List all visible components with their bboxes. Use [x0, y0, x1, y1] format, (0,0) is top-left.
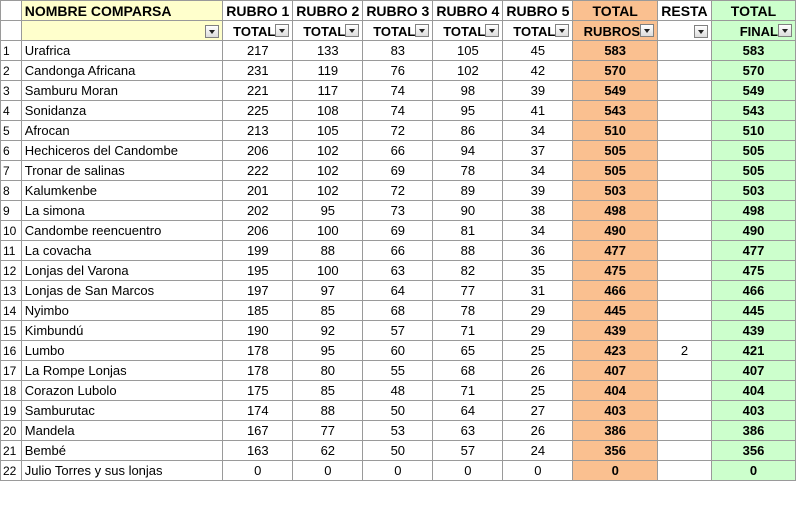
rubro-2-cell[interactable]: 97: [293, 281, 363, 301]
comparsa-name-cell[interactable]: Lonjas de San Marcos: [21, 281, 223, 301]
total-final-cell[interactable]: 505: [711, 161, 795, 181]
rubro-4-cell[interactable]: 88: [433, 241, 503, 261]
rubro-3-cell[interactable]: 64: [363, 281, 433, 301]
row-number: 4: [1, 101, 22, 121]
rubro-4-cell[interactable]: 77: [433, 281, 503, 301]
total-final-cell[interactable]: 498: [711, 201, 795, 221]
resta-cell[interactable]: [658, 41, 712, 61]
resta-cell[interactable]: [658, 401, 712, 421]
subheader-resta[interactable]: [658, 21, 712, 41]
comparsa-name-cell[interactable]: Afrocan: [21, 121, 223, 141]
header-resta[interactable]: RESTA: [658, 1, 712, 21]
rubro-4-cell[interactable]: 57: [433, 441, 503, 461]
comparsa-name-cell[interactable]: Candonga Africana: [21, 61, 223, 81]
total-final-cell[interactable]: 477: [711, 241, 795, 261]
rubro-5-cell[interactable]: 29: [503, 321, 573, 341]
rubro-1-cell[interactable]: 201: [223, 181, 293, 201]
comparsa-name-cell[interactable]: Samburutac: [21, 401, 223, 421]
total-rubros-cell[interactable]: 505: [573, 161, 658, 181]
header-rubro-4[interactable]: RUBRO 4: [433, 1, 503, 21]
filter-dropdown-icon[interactable]: [778, 24, 792, 37]
resta-cell[interactable]: [658, 181, 712, 201]
total-final-cell[interactable]: 466: [711, 281, 795, 301]
table-row: [1, 241, 796, 261]
total-final-cell[interactable]: 445: [711, 301, 795, 321]
rubro-3-cell[interactable]: 74: [363, 101, 433, 121]
table-row: [1, 401, 796, 421]
rubro-5-cell[interactable]: 34: [503, 121, 573, 141]
rubro-4-cell[interactable]: 81: [433, 221, 503, 241]
rubro-2-cell[interactable]: 77: [293, 421, 363, 441]
rubro-5-cell[interactable]: 38: [503, 201, 573, 221]
resta-cell[interactable]: [658, 81, 712, 101]
total-rubros-cell[interactable]: 0: [573, 461, 658, 481]
row-number: 21: [1, 441, 22, 461]
table-row: [1, 421, 796, 441]
comparsa-name-cell[interactable]: Kimbundú: [21, 321, 223, 341]
subheader-total-rubros[interactable]: [573, 21, 658, 41]
rubro-2-cell[interactable]: 100: [293, 261, 363, 281]
resta-cell[interactable]: [658, 201, 712, 221]
rubro-1-cell[interactable]: 213: [223, 121, 293, 141]
resta-cell[interactable]: [658, 261, 712, 281]
total-rubros-cell[interactable]: 543: [573, 101, 658, 121]
total-final-cell[interactable]: 421: [711, 341, 795, 361]
rubro-2-cell[interactable]: 105: [293, 121, 363, 141]
rubro-2-cell[interactable]: 95: [293, 341, 363, 361]
rubro-1-cell[interactable]: 231: [223, 61, 293, 81]
rubro-5-cell[interactable]: 26: [503, 361, 573, 381]
rubro-5-cell[interactable]: 34: [503, 221, 573, 241]
rubro-5-cell[interactable]: 29: [503, 301, 573, 321]
resta-cell[interactable]: [658, 461, 712, 481]
subheader-row: [1, 21, 796, 41]
table-row: [1, 161, 796, 181]
row-number: 18: [1, 381, 22, 401]
filter-dropdown-icon[interactable]: [205, 25, 219, 38]
rubro-2-cell[interactable]: 117: [293, 81, 363, 101]
subheader-rubro-3[interactable]: [363, 21, 433, 41]
rubro-4-cell[interactable]: 90: [433, 201, 503, 221]
rubro-1-cell[interactable]: 206: [223, 221, 293, 241]
resta-cell[interactable]: [658, 441, 712, 461]
header-total-final[interactable]: TOTAL: [711, 1, 795, 21]
subheader-label: TOTAL: [233, 23, 276, 39]
header-nombre-comparsa[interactable]: NOMBRE COMPARSA: [21, 1, 223, 21]
row-number: 15: [1, 321, 22, 341]
rubro-4-cell[interactable]: 105: [433, 41, 503, 61]
rubro-2-cell[interactable]: 102: [293, 181, 363, 201]
rubro-5-cell[interactable]: 35: [503, 261, 573, 281]
table-row: [1, 201, 796, 221]
rubro-2-cell[interactable]: 92: [293, 321, 363, 341]
row-number: 11: [1, 241, 22, 261]
total-rubros-cell[interactable]: 510: [573, 121, 658, 141]
subheader-label: TOTAL: [373, 23, 416, 39]
corner-cell: [1, 1, 22, 21]
rubro-1-cell[interactable]: 174: [223, 401, 293, 421]
rubro-1-cell[interactable]: 190: [223, 321, 293, 341]
row-number: 12: [1, 261, 22, 281]
rubro-1-cell[interactable]: 225: [223, 101, 293, 121]
total-final-cell[interactable]: 439: [711, 321, 795, 341]
rubro-1-cell[interactable]: 202: [223, 201, 293, 221]
rubro-3-cell[interactable]: 72: [363, 181, 433, 201]
comparsa-name-cell[interactable]: Corazon Lubolo: [21, 381, 223, 401]
rubro-3-cell[interactable]: 0: [363, 461, 433, 481]
rubro-1-cell[interactable]: 167: [223, 421, 293, 441]
total-final-cell[interactable]: 543: [711, 101, 795, 121]
comparsa-name-cell[interactable]: La covacha: [21, 241, 223, 261]
rubro-1-cell[interactable]: 217: [223, 41, 293, 61]
rubro-4-cell[interactable]: 86: [433, 121, 503, 141]
row-number: 10: [1, 221, 22, 241]
table-row: [1, 81, 796, 101]
header-rubro-5[interactable]: RUBRO 5: [503, 1, 573, 21]
rubro-3-cell[interactable]: 73: [363, 201, 433, 221]
rubro-3-cell[interactable]: 68: [363, 301, 433, 321]
total-final-cell[interactable]: 403: [711, 401, 795, 421]
rubro-1-cell[interactable]: 222: [223, 161, 293, 181]
rubro-3-cell[interactable]: 72: [363, 121, 433, 141]
table-row: [1, 221, 796, 241]
total-rubros-cell[interactable]: 477: [573, 241, 658, 261]
total-rubros-cell[interactable]: 583: [573, 41, 658, 61]
rubro-4-cell[interactable]: 78: [433, 301, 503, 321]
total-final-cell[interactable]: 0: [711, 461, 795, 481]
rubro-5-cell[interactable]: 39: [503, 181, 573, 201]
table-row: [1, 441, 796, 461]
filter-dropdown-icon[interactable]: [640, 24, 654, 37]
total-rubros-cell[interactable]: 503: [573, 181, 658, 201]
resta-cell[interactable]: [658, 321, 712, 341]
subheader-label: FINAL: [739, 23, 778, 39]
total-rubros-cell[interactable]: 439: [573, 321, 658, 341]
total-final-cell[interactable]: 356: [711, 441, 795, 461]
resta-cell[interactable]: [658, 241, 712, 261]
resta-cell[interactable]: [658, 121, 712, 141]
total-final-cell[interactable]: 407: [711, 361, 795, 381]
total-final-cell[interactable]: 503: [711, 181, 795, 201]
subheader-rubro-1[interactable]: [223, 21, 293, 41]
table-row: [1, 461, 796, 481]
rubro-3-cell[interactable]: 74: [363, 81, 433, 101]
row-number: 13: [1, 281, 22, 301]
rubro-2-cell[interactable]: 102: [293, 161, 363, 181]
comparsa-name-cell[interactable]: Sonidanza: [21, 101, 223, 121]
rubro-1-cell[interactable]: 199: [223, 241, 293, 261]
comparsa-name-cell[interactable]: Bembé: [21, 441, 223, 461]
rubro-4-cell[interactable]: 63: [433, 421, 503, 441]
rubro-2-cell[interactable]: 85: [293, 301, 363, 321]
rubro-4-cell[interactable]: 64: [433, 401, 503, 421]
rubro-5-cell[interactable]: 0: [503, 461, 573, 481]
rubro-5-cell[interactable]: 27: [503, 401, 573, 421]
filter-dropdown-icon[interactable]: [275, 24, 289, 37]
subheader-rubro-2[interactable]: [293, 21, 363, 41]
total-rubros-cell[interactable]: 407: [573, 361, 658, 381]
rubro-5-cell[interactable]: 45: [503, 41, 573, 61]
header-rubro-1[interactable]: RUBRO 1: [223, 1, 293, 21]
table-row: [1, 101, 796, 121]
rubro-3-cell[interactable]: 66: [363, 141, 433, 161]
rubro-3-cell[interactable]: 63: [363, 261, 433, 281]
resta-cell[interactable]: [658, 281, 712, 301]
total-rubros-cell[interactable]: 356: [573, 441, 658, 461]
total-rubros-cell[interactable]: 386: [573, 421, 658, 441]
rubro-4-cell[interactable]: 95: [433, 101, 503, 121]
comparsa-name-cell[interactable]: Urafrica: [21, 41, 223, 61]
rubro-2-cell[interactable]: 100: [293, 221, 363, 241]
comparsa-name-cell[interactable]: Tronar de salinas: [21, 161, 223, 181]
row-number: 14: [1, 301, 22, 321]
resta-cell[interactable]: [658, 381, 712, 401]
resta-cell[interactable]: 2: [658, 341, 712, 361]
total-rubros-cell[interactable]: 423: [573, 341, 658, 361]
rubro-3-cell[interactable]: 57: [363, 321, 433, 341]
rubro-2-cell[interactable]: 88: [293, 401, 363, 421]
rubro-1-cell[interactable]: 0: [223, 461, 293, 481]
row-number: 19: [1, 401, 22, 421]
comparsa-name-cell[interactable]: Candombe reencuentro: [21, 221, 223, 241]
resta-cell[interactable]: [658, 101, 712, 121]
subheader-rubro-5[interactable]: [503, 21, 573, 41]
rubro-5-cell[interactable]: 25: [503, 381, 573, 401]
rubro-4-cell[interactable]: 78: [433, 161, 503, 181]
rubro-1-cell[interactable]: 185: [223, 301, 293, 321]
header-total-rubros[interactable]: TOTAL: [573, 1, 658, 21]
subheader-rubro-4[interactable]: [433, 21, 503, 41]
table-row: [1, 381, 796, 401]
rubro-3-cell[interactable]: 48: [363, 381, 433, 401]
subheader-label: RUBROS: [583, 23, 641, 39]
resta-cell[interactable]: [658, 301, 712, 321]
rubro-1-cell[interactable]: 178: [223, 361, 293, 381]
rubro-5-cell[interactable]: 39: [503, 81, 573, 101]
rubro-1-cell[interactable]: 195: [223, 261, 293, 281]
header-rubro-3[interactable]: RUBRO 3: [363, 1, 433, 21]
rubro-2-cell[interactable]: 102: [293, 141, 363, 161]
rubro-3-cell[interactable]: 83: [363, 41, 433, 61]
table-row: [1, 361, 796, 381]
rubro-1-cell[interactable]: 178: [223, 341, 293, 361]
table-row: [1, 61, 796, 81]
total-rubros-cell[interactable]: 445: [573, 301, 658, 321]
table-row: [1, 181, 796, 201]
comparsa-name-cell[interactable]: La simona: [21, 201, 223, 221]
subheader-total-final[interactable]: [711, 21, 795, 41]
rubro-4-cell[interactable]: 98: [433, 81, 503, 101]
total-rubros-cell[interactable]: 549: [573, 81, 658, 101]
rubro-2-cell[interactable]: 0: [293, 461, 363, 481]
rubro-1-cell[interactable]: 163: [223, 441, 293, 461]
resta-cell[interactable]: [658, 361, 712, 381]
comparsa-name-cell[interactable]: Lumbo: [21, 341, 223, 361]
rubro-3-cell[interactable]: 55: [363, 361, 433, 381]
comparsa-name-cell[interactable]: Julio Torres y sus lonjas: [21, 461, 223, 481]
rubro-1-cell[interactable]: 175: [223, 381, 293, 401]
subheader-label: TOTAL: [303, 23, 346, 39]
rubro-3-cell[interactable]: 50: [363, 401, 433, 421]
rubro-5-cell[interactable]: 34: [503, 161, 573, 181]
resta-cell[interactable]: [658, 141, 712, 161]
row-number: 6: [1, 141, 22, 161]
row-number: 3: [1, 81, 22, 101]
total-final-cell[interactable]: 583: [711, 41, 795, 61]
row-number: 17: [1, 361, 22, 381]
total-rubros-cell[interactable]: 570: [573, 61, 658, 81]
rubro-5-cell[interactable]: 37: [503, 141, 573, 161]
subheader-name-cell[interactable]: [21, 21, 223, 41]
comparsa-name-cell[interactable]: Kalumkenbe: [21, 181, 223, 201]
resta-cell[interactable]: [658, 61, 712, 81]
rubro-3-cell[interactable]: 76: [363, 61, 433, 81]
row-number: 1: [1, 41, 22, 61]
rubro-3-cell[interactable]: 60: [363, 341, 433, 361]
row-number: 7: [1, 161, 22, 181]
total-rubros-cell[interactable]: 475: [573, 261, 658, 281]
resta-cell[interactable]: [658, 221, 712, 241]
rubro-2-cell[interactable]: 88: [293, 241, 363, 261]
row-number: 5: [1, 121, 22, 141]
total-final-cell[interactable]: 490: [711, 221, 795, 241]
rubro-4-cell[interactable]: 102: [433, 61, 503, 81]
total-final-cell[interactable]: 505: [711, 141, 795, 161]
rubro-2-cell[interactable]: 80: [293, 361, 363, 381]
table-row: [1, 281, 796, 301]
subheader-label: TOTAL: [443, 23, 486, 39]
comparsa-name-cell[interactable]: Nyimbo: [21, 301, 223, 321]
header-rubro-2[interactable]: RUBRO 2: [293, 1, 363, 21]
comparsa-name-cell[interactable]: Mandela: [21, 421, 223, 441]
row-number: 22: [1, 461, 22, 481]
rubro-5-cell[interactable]: 41: [503, 101, 573, 121]
filter-dropdown-icon[interactable]: [555, 24, 569, 37]
rubro-4-cell[interactable]: 65: [433, 341, 503, 361]
rubro-5-cell[interactable]: 25: [503, 341, 573, 361]
rubro-5-cell[interactable]: 42: [503, 61, 573, 81]
comparsa-name-cell[interactable]: Samburu Moran: [21, 81, 223, 101]
rubro-2-cell[interactable]: 95: [293, 201, 363, 221]
filter-dropdown-icon[interactable]: [485, 24, 499, 37]
row-number: 20: [1, 421, 22, 441]
rubro-3-cell[interactable]: 69: [363, 161, 433, 181]
rubro-4-cell[interactable]: 71: [433, 381, 503, 401]
rubro-2-cell[interactable]: 62: [293, 441, 363, 461]
table-row: [1, 41, 796, 61]
filter-dropdown-icon[interactable]: [345, 24, 359, 37]
row-number: 8: [1, 181, 22, 201]
rubro-5-cell[interactable]: 26: [503, 421, 573, 441]
rubro-3-cell[interactable]: 66: [363, 241, 433, 261]
rubro-2-cell[interactable]: 108: [293, 101, 363, 121]
total-rubros-cell[interactable]: 498: [573, 201, 658, 221]
total-final-cell[interactable]: 386: [711, 421, 795, 441]
subheader-label: TOTAL: [513, 23, 556, 39]
rubro-1-cell[interactable]: 206: [223, 141, 293, 161]
header-row: [1, 1, 796, 21]
table-row: [1, 261, 796, 281]
total-final-cell[interactable]: 549: [711, 81, 795, 101]
table-row: [1, 121, 796, 141]
rubro-2-cell[interactable]: 119: [293, 61, 363, 81]
resta-cell[interactable]: [658, 421, 712, 441]
comparsa-name-cell[interactable]: La Rompe Lonjas: [21, 361, 223, 381]
rubro-3-cell[interactable]: 69: [363, 221, 433, 241]
rubro-5-cell[interactable]: 36: [503, 241, 573, 261]
total-final-cell[interactable]: 510: [711, 121, 795, 141]
table-row: [1, 141, 796, 161]
rubro-1-cell[interactable]: 221: [223, 81, 293, 101]
comparsa-name-cell[interactable]: Lonjas del Varona: [21, 261, 223, 281]
rubro-3-cell[interactable]: 53: [363, 421, 433, 441]
total-final-cell[interactable]: 570: [711, 61, 795, 81]
rubro-4-cell[interactable]: 94: [433, 141, 503, 161]
total-rubros-cell[interactable]: 505: [573, 141, 658, 161]
comparsa-name-cell[interactable]: Hechiceros del Candombe: [21, 141, 223, 161]
rubro-5-cell[interactable]: 31: [503, 281, 573, 301]
total-final-cell[interactable]: 404: [711, 381, 795, 401]
rubro-2-cell[interactable]: 85: [293, 381, 363, 401]
total-rubros-cell[interactable]: 490: [573, 221, 658, 241]
rubro-4-cell[interactable]: 89: [433, 181, 503, 201]
filter-dropdown-icon[interactable]: [694, 25, 708, 38]
resta-cell[interactable]: [658, 161, 712, 181]
rubro-4-cell[interactable]: 68: [433, 361, 503, 381]
table-row: [1, 301, 796, 321]
table-row: [1, 341, 796, 361]
filter-dropdown-icon[interactable]: [415, 24, 429, 37]
total-rubros-cell[interactable]: 466: [573, 281, 658, 301]
rubro-5-cell[interactable]: 24: [503, 441, 573, 461]
rubro-4-cell[interactable]: 71: [433, 321, 503, 341]
rubro-2-cell[interactable]: 133: [293, 41, 363, 61]
rubro-1-cell[interactable]: 197: [223, 281, 293, 301]
table-row: [1, 321, 796, 341]
row-number: 2: [1, 61, 22, 81]
rubro-4-cell[interactable]: 82: [433, 261, 503, 281]
total-final-cell[interactable]: 475: [711, 261, 795, 281]
row-number: 9: [1, 201, 22, 221]
rubro-4-cell[interactable]: 0: [433, 461, 503, 481]
rubro-3-cell[interactable]: 50: [363, 441, 433, 461]
total-rubros-cell[interactable]: 403: [573, 401, 658, 421]
row-number: 16: [1, 341, 22, 361]
row-number: [1, 21, 22, 41]
total-rubros-cell[interactable]: 404: [573, 381, 658, 401]
